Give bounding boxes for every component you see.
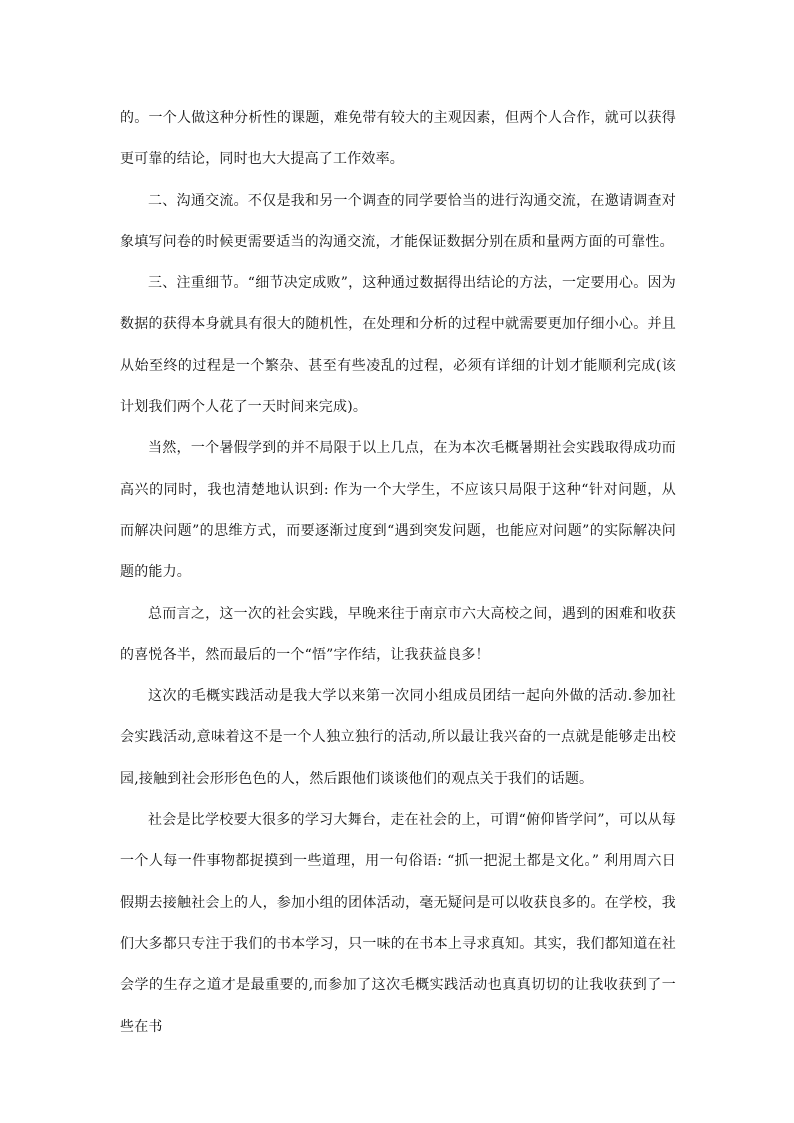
document-body: [120, 98, 676, 1048]
paragraph-continuation: 的。一个人做这种分析性的课题，难免带有较大的主观因素，但两个人合作，就可以获得更可靠的结论，同时也大大提高了工作效率。: [120, 110, 676, 168]
paragraph-communication: 二、沟通交流。不仅是我和另一个调查的同学要恰当的进行沟通交流，在邀请调查对象填写问卷的时候更需要适当的沟通交流，才能保证数据分别在质和量两方面的可靠性。: [120, 192, 676, 250]
paragraph-reflection: 当然，一个暑假学到的并不局限于以上几点，在为本次毛概暑期社会实践取得成功而高兴的同时，我也清楚地认识到: 作为一个大学生，不应该只局限于这种“针对问题，从而解决问题”的思维方式，而要逐渐过度到“遇到突发问题，也能应对问题”的实际解决问题的能力。: [120, 440, 676, 581]
paragraph-summary: 总而言之，这一次的社会实践，早晚来往于南京市六大高校之间，遇到的困难和收获的喜悦各半，然而最后的一个“悟”字作结，让我获益良多！: [120, 605, 676, 663]
paragraph-details: 三、注重细节。“细节决定成败”，这种通过数据得出结论的方法，一定要用心。因为数据的获得本身就具有很大的随机性，在处理和分析的过程中就需要更加仔细小心。并且从始至终的过程是一个繁杂、甚至有些凌乱的过程，必须有详细的计划才能顺利完成(该计划我们两个人花了一天时间来完成)。: [120, 275, 676, 416]
paragraph-activity: 这次的毛概实践活动是我大学以来第一次同小组成员团结一起向外做的活动.参加社会实践活动,意味着这不是一个人独立独行的活动,所以最让我兴奋的一点就是能够走出校园,接触到社会形形色色的人，然后跟他们谈谈他们的观点关于我们的话题。: [120, 688, 676, 787]
paragraph-society-learning: 社会是比学校要大很多的学习大舞台，走在社会的上，可谓“俯仰皆学问”，可以从每一个人每一件事物都捉摸到一些道理，用一句俗语: “抓一把泥土都是文化。” 利用周六日假期去接触社会上的人，参加小组的团体活动，毫无疑问是可以收获良多的。在学校，我们大多都只专注于我们的书本学习，只一味的在书本上寻求真知。其实，我们都知道在社会学的生存之道才是最重要的,而参加了这次毛概实践活动也真真切切的让我收获到了一些在书: [120, 812, 676, 1035]
